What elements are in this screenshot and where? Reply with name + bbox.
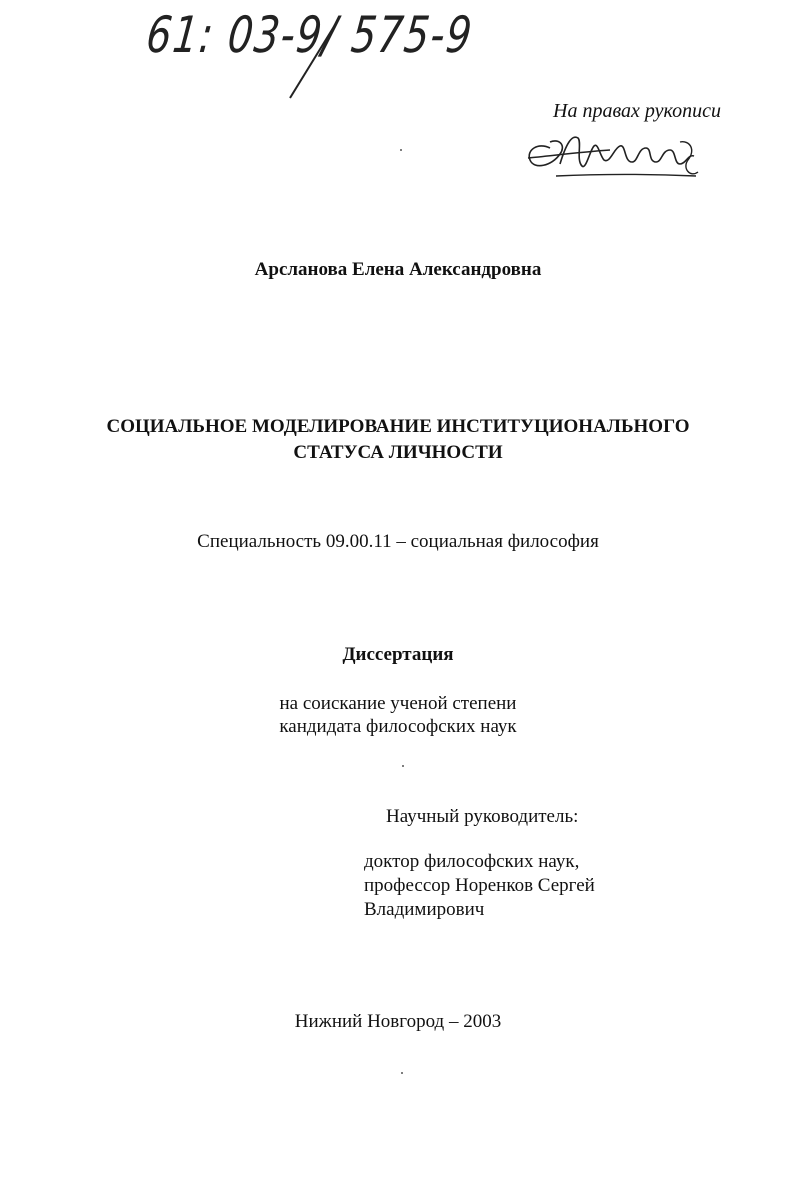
dissertation-title: [0, 414, 796, 466]
degree-purpose: [0, 692, 796, 738]
scan-speck: [400, 149, 402, 151]
advisor-line-2: профессор Норенков Сергей: [364, 875, 595, 896]
advisor-details: [364, 850, 595, 922]
scan-speck: [402, 765, 404, 767]
advisor-label: Научный руководитель:: [386, 806, 579, 827]
rights-note: На правах рукописи: [553, 100, 721, 122]
author-name: Арсланова Елена Александровна: [254, 259, 542, 280]
specialty: Специальность 09.00.11 – социальная философия: [197, 531, 599, 552]
title-line-2: СТАТУСА ЛИЧНОСТИ: [293, 442, 503, 463]
advisor-line-1: доктор философских наук,: [364, 851, 580, 872]
advisor-line-3: Владимирович: [364, 899, 485, 920]
city-year: Нижний Новгород – 2003: [294, 1011, 502, 1032]
document-type: Диссертация: [342, 644, 454, 665]
scan-speck: [401, 1072, 403, 1074]
archive-number-handwritten: 61: 03-9/ 575-9: [143, 6, 476, 64]
title-line-1: СОЦИАЛЬНОЕ МОДЕЛИРОВАНИЕ ИНСТИТУЦИОНАЛЬНОГО: [106, 416, 690, 437]
signature-icon: [520, 120, 710, 190]
degree-line-2: кандидата философских наук: [279, 716, 517, 737]
degree-line-1: на соискание ученой степени: [279, 693, 517, 714]
